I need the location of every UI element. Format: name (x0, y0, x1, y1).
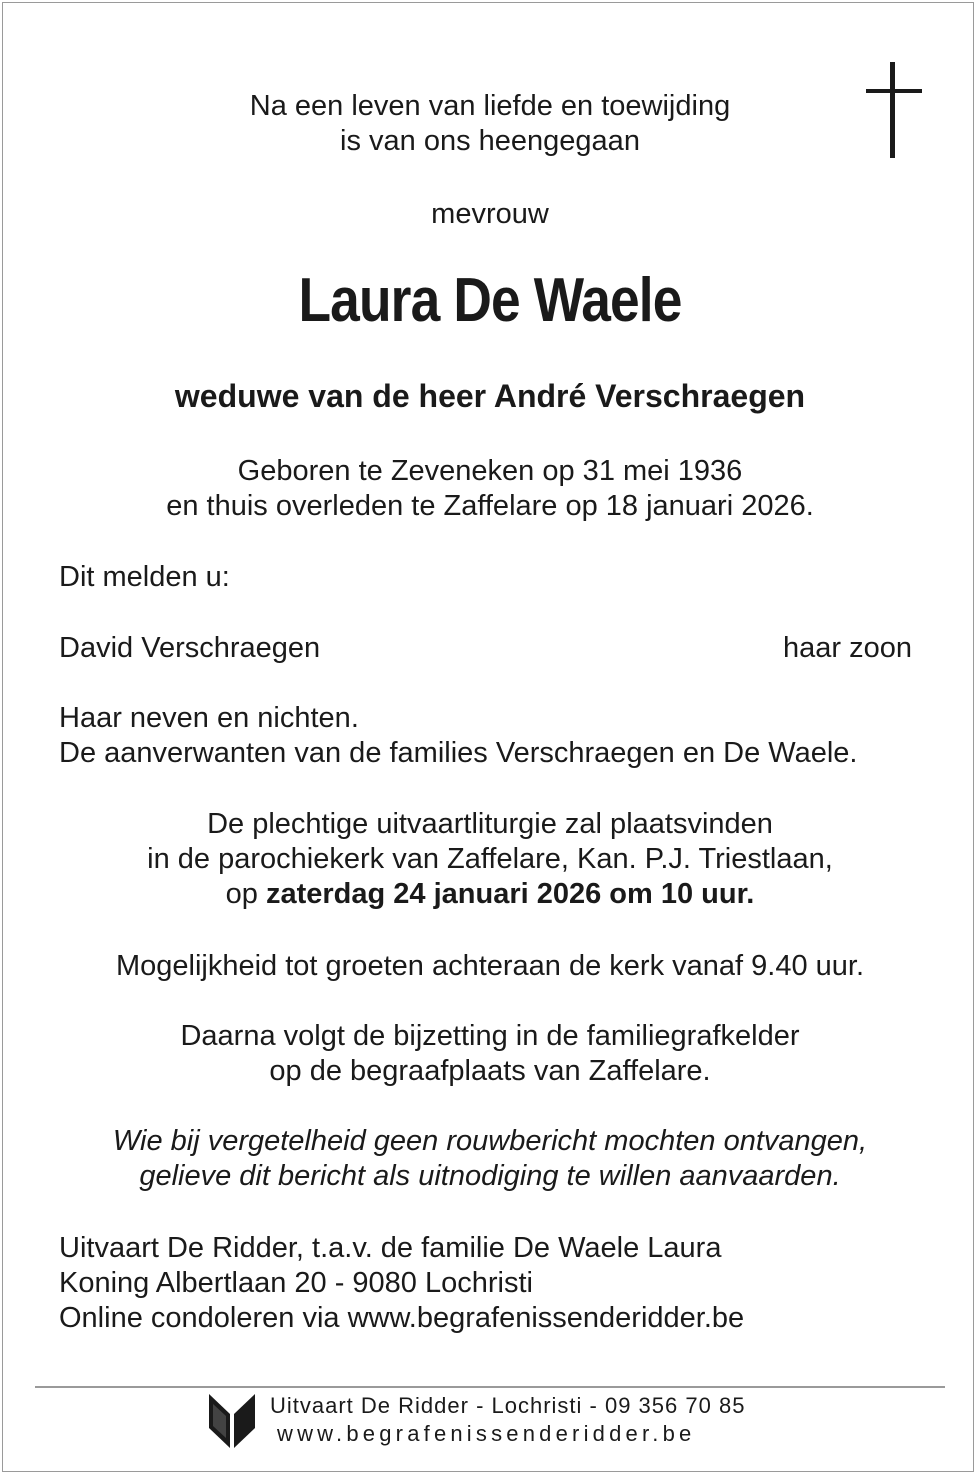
family-member-relation: haar zoon (783, 632, 912, 664)
relatives-line-1: Haar neven en nichten. (59, 702, 359, 734)
burial-line-1: Daarna volgt de bijzetting in de familiegrafkelder (180, 1020, 800, 1052)
funeral-line-2: in de parochiekerk van Zaffelare, Kan. P.J. Triestlaan, (147, 843, 833, 875)
footer-divider (35, 1386, 945, 1388)
contact-line-3: Online condoleren via www.begrafenissenderidder.be (59, 1302, 745, 1334)
contact-line-1: Uitvaart De Ridder, t.a.v. de familie De Waele Laura (59, 1232, 722, 1264)
announcers-intro: Dit melden u: (59, 561, 230, 593)
funeral-datetime: zaterdag 24 januari 2026 om 10 uur. (265, 878, 755, 910)
footer-company-line: Uitvaart De Ridder - Lochristi - 09 356 70 85 (270, 1393, 746, 1418)
deceased-name: Laura De Waele (298, 266, 682, 335)
contact-line-2: Koning Albertlaan 20 - 9080 Lochristi (59, 1267, 533, 1299)
family-member-name: David Verschraegen (59, 632, 321, 664)
relatives-line-2: De aanverwanten van de families Verschraegen en De Waele. (59, 737, 858, 769)
funeral-line-3-prefix: op (225, 878, 266, 910)
funeral-line-1: De plechtige uitvaartliturgie zal plaatsvinden (207, 808, 773, 840)
greetings-line: Mogelijkheid tot groeten achteraan de kerk vanaf 9.40 uur. (115, 950, 865, 982)
intro-line-1: Na een leven van liefde en toewijding (249, 90, 731, 122)
notice-line-2: gelieve dit bericht als uitnodiging te willen aanvaarden. (139, 1160, 841, 1192)
notice-line-1: Wie bij vergetelheid geen rouwbericht mochten ontvangen, (112, 1125, 868, 1157)
relation-line: weduwe van de heer André Verschraegen (174, 378, 806, 414)
intro-line-2: is van ons heengegaan (340, 125, 640, 157)
salutation: mevrouw (431, 198, 549, 230)
funeral-line-3 (0, 876, 980, 912)
footer-website[interactable]: www.begrafenissenderidder.be (277, 1421, 696, 1446)
birth-line: Geboren te Zeveneken op 31 mei 1936 (237, 455, 743, 487)
death-line: en thuis overleden te Zaffelare op 18 januari 2026. (166, 490, 814, 522)
butterfly-logo-icon (209, 1394, 255, 1448)
burial-line-2: op de begraafplaats van Zaffelare. (269, 1055, 711, 1087)
